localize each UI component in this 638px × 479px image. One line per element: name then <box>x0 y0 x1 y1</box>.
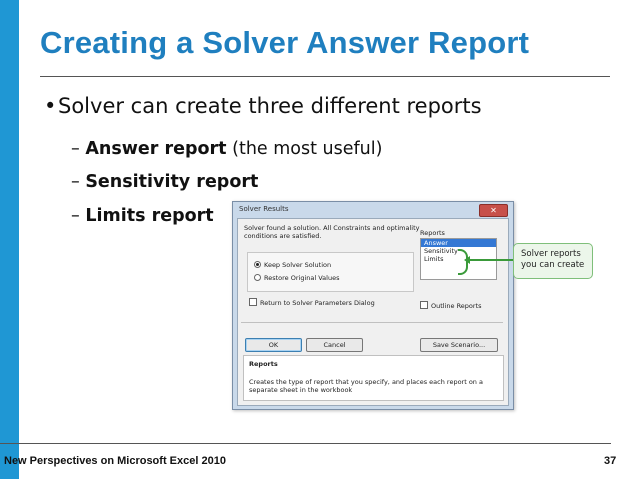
sub-bullet-sensitivity: – Sensitivity report <box>71 172 259 192</box>
dialog-body <box>237 218 509 406</box>
radio-icon <box>254 274 261 281</box>
sub-bullet-bold: Answer report <box>85 139 227 159</box>
sub-bullet-bold: Limits report <box>85 206 214 226</box>
message-line: conditions are satisfied. <box>244 232 322 240</box>
report-option-answer[interactable]: Answer <box>421 239 496 247</box>
sub-bullet-limits: – Limits report <box>71 206 214 226</box>
report-option-sensitivity[interactable]: Sensitivity <box>424 247 458 255</box>
return-dialog-label: Return to Solver Parameters Dialog <box>260 299 375 307</box>
callout-line: Solver reports <box>521 249 581 259</box>
ok-button[interactable]: OK <box>245 338 302 352</box>
report-option-limits[interactable]: Limits <box>424 255 444 263</box>
keep-solution-label: Keep Solver Solution <box>264 261 332 269</box>
outline-reports-checkbox[interactable] <box>420 302 482 310</box>
callout-arrow-line <box>468 259 513 261</box>
radio-selected-icon <box>254 261 261 268</box>
checkbox-icon <box>249 298 257 306</box>
description-text <box>249 378 494 394</box>
callout-box <box>513 243 593 279</box>
page-number: 37 <box>604 455 617 467</box>
callout-line: you can create <box>521 260 585 270</box>
bullet-dot-icon: • <box>44 94 57 118</box>
reports-label: Reports <box>420 229 445 237</box>
report-description <box>243 355 504 401</box>
dialog-divider <box>241 322 503 323</box>
sub-bullet-bold: Sensitivity report <box>85 172 259 192</box>
close-button[interactable]: ✕ <box>479 204 508 217</box>
keep-solution-radio[interactable] <box>254 261 331 269</box>
outline-reports-label: Outline Reports <box>431 302 482 310</box>
description-line: Creates the type of report that you specify, and places each report on a <box>249 378 483 386</box>
return-dialog-checkbox[interactable] <box>249 299 375 307</box>
restore-values-radio[interactable] <box>254 274 339 282</box>
accent-bar <box>0 0 19 479</box>
footer-text: New Perspectives on Microsoft Excel 2010 <box>4 455 226 467</box>
dialog-title: Solver Results <box>239 205 289 213</box>
footer-divider <box>0 443 611 444</box>
dialog-message <box>244 224 424 240</box>
cancel-button[interactable]: Cancel <box>306 338 363 352</box>
slide-title: Creating a Solver Answer Report <box>40 25 530 60</box>
message-line: Solver found a solution. All Constraints and optimality <box>244 224 420 232</box>
description-title: Reports <box>249 360 278 368</box>
checkbox-icon <box>420 301 428 309</box>
restore-values-label: Restore Original Values <box>264 274 340 282</box>
solution-options-group <box>247 252 414 292</box>
sub-bullet-rest: (the most useful) <box>226 139 383 159</box>
save-scenario-button[interactable]: Save Scenario... <box>420 338 498 352</box>
bullet-main <box>44 94 482 118</box>
bullet-main-text: Solver can create three different reports <box>58 94 482 118</box>
title-divider <box>40 76 610 77</box>
solver-results-dialog <box>232 201 514 410</box>
description-line: separate sheet in the workbook <box>249 386 353 394</box>
arrow-left-icon <box>464 256 470 264</box>
sub-bullet-answer: – Answer report (the most useful) <box>71 139 383 159</box>
